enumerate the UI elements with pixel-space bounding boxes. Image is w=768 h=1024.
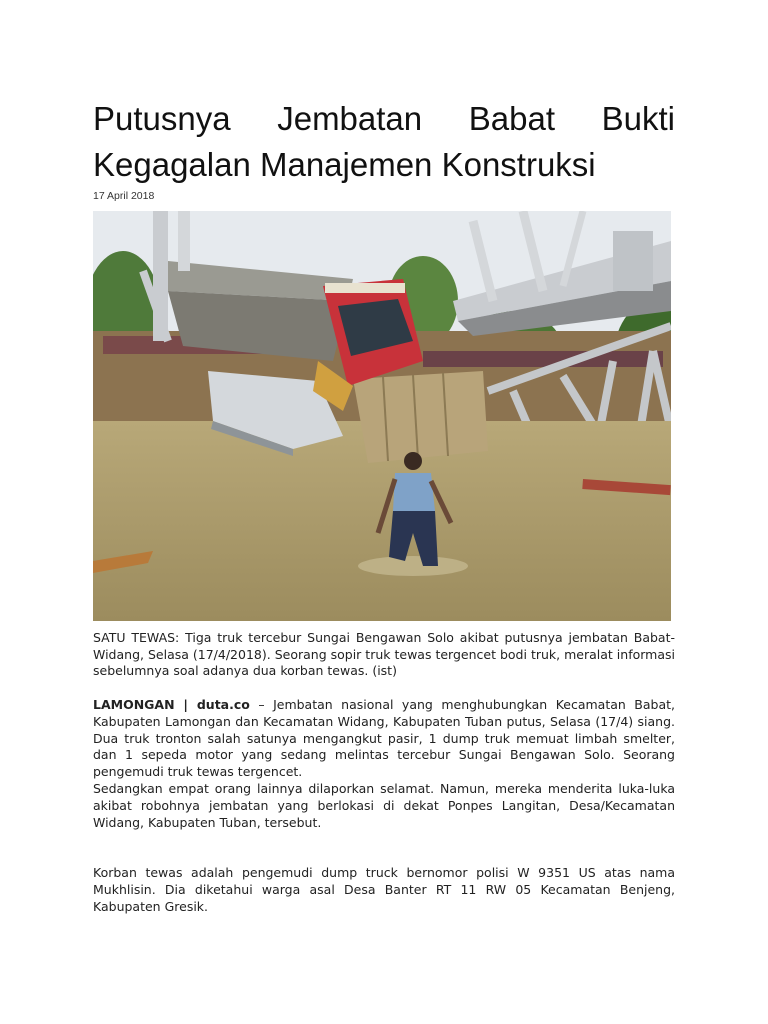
article-title: Putusnya Jembatan Babat Bukti Kegagalan Manajemen Konstruksi — [93, 100, 675, 183]
photo-dump-bed — [353, 371, 488, 463]
paragraph-3: Korban tewas adalah pengemudi dump truck bernomor polisi W 9351 US atas nama Mukhlisin. Dia diketahui warga asal Desa Banter RT 11 RW 05 Kecamatan Benjeng, Kabupaten Gresik. — [93, 865, 675, 914]
photo-caption: SATU TEWAS: Tiga truk tercebur Sungai Bengawan Solo akibat putusnya jembatan Babat-Widang, Selasa (17/4/2018). Seorang sopir truk tewas tergencet bodi truk, meralat informasi sebelumnya soal adanya dua korban tewas. (ist) — [93, 630, 675, 678]
paragraph-2: Sedangkan empat orang lainnya dilaporkan selamat. Namun, mereka menderita luka-luka akibat robohnya jembatan yang berlokasi di dekat Ponpes Langitan, Desa/Kecamatan Widang, Kabupaten Tuban, tersebut. — [93, 780, 675, 830]
paragraph-1-text: – Jembatan nasional yang menghubungkan Kecamatan Babat, Kabupaten Lamongan dan Kecamatan Widang, Kabupaten Tuban putus, Selasa (17/4) siang. Dua truk tronton salah satunya mengangkut pasir, 1 dump truk memuat limbah smelter, dan 1 sepeda motor yang sedang melintas tercebur Sungai Bengawan Solo. Seorang pengemudi truk tewas tergencet. — [93, 697, 675, 780]
article-date: 17 April 2018 — [93, 190, 155, 202]
article-body — [93, 697, 675, 916]
paragraph-lead — [93, 697, 675, 781]
dateline: LAMONGAN | duta.co — [93, 697, 250, 712]
article-photo — [93, 211, 671, 621]
